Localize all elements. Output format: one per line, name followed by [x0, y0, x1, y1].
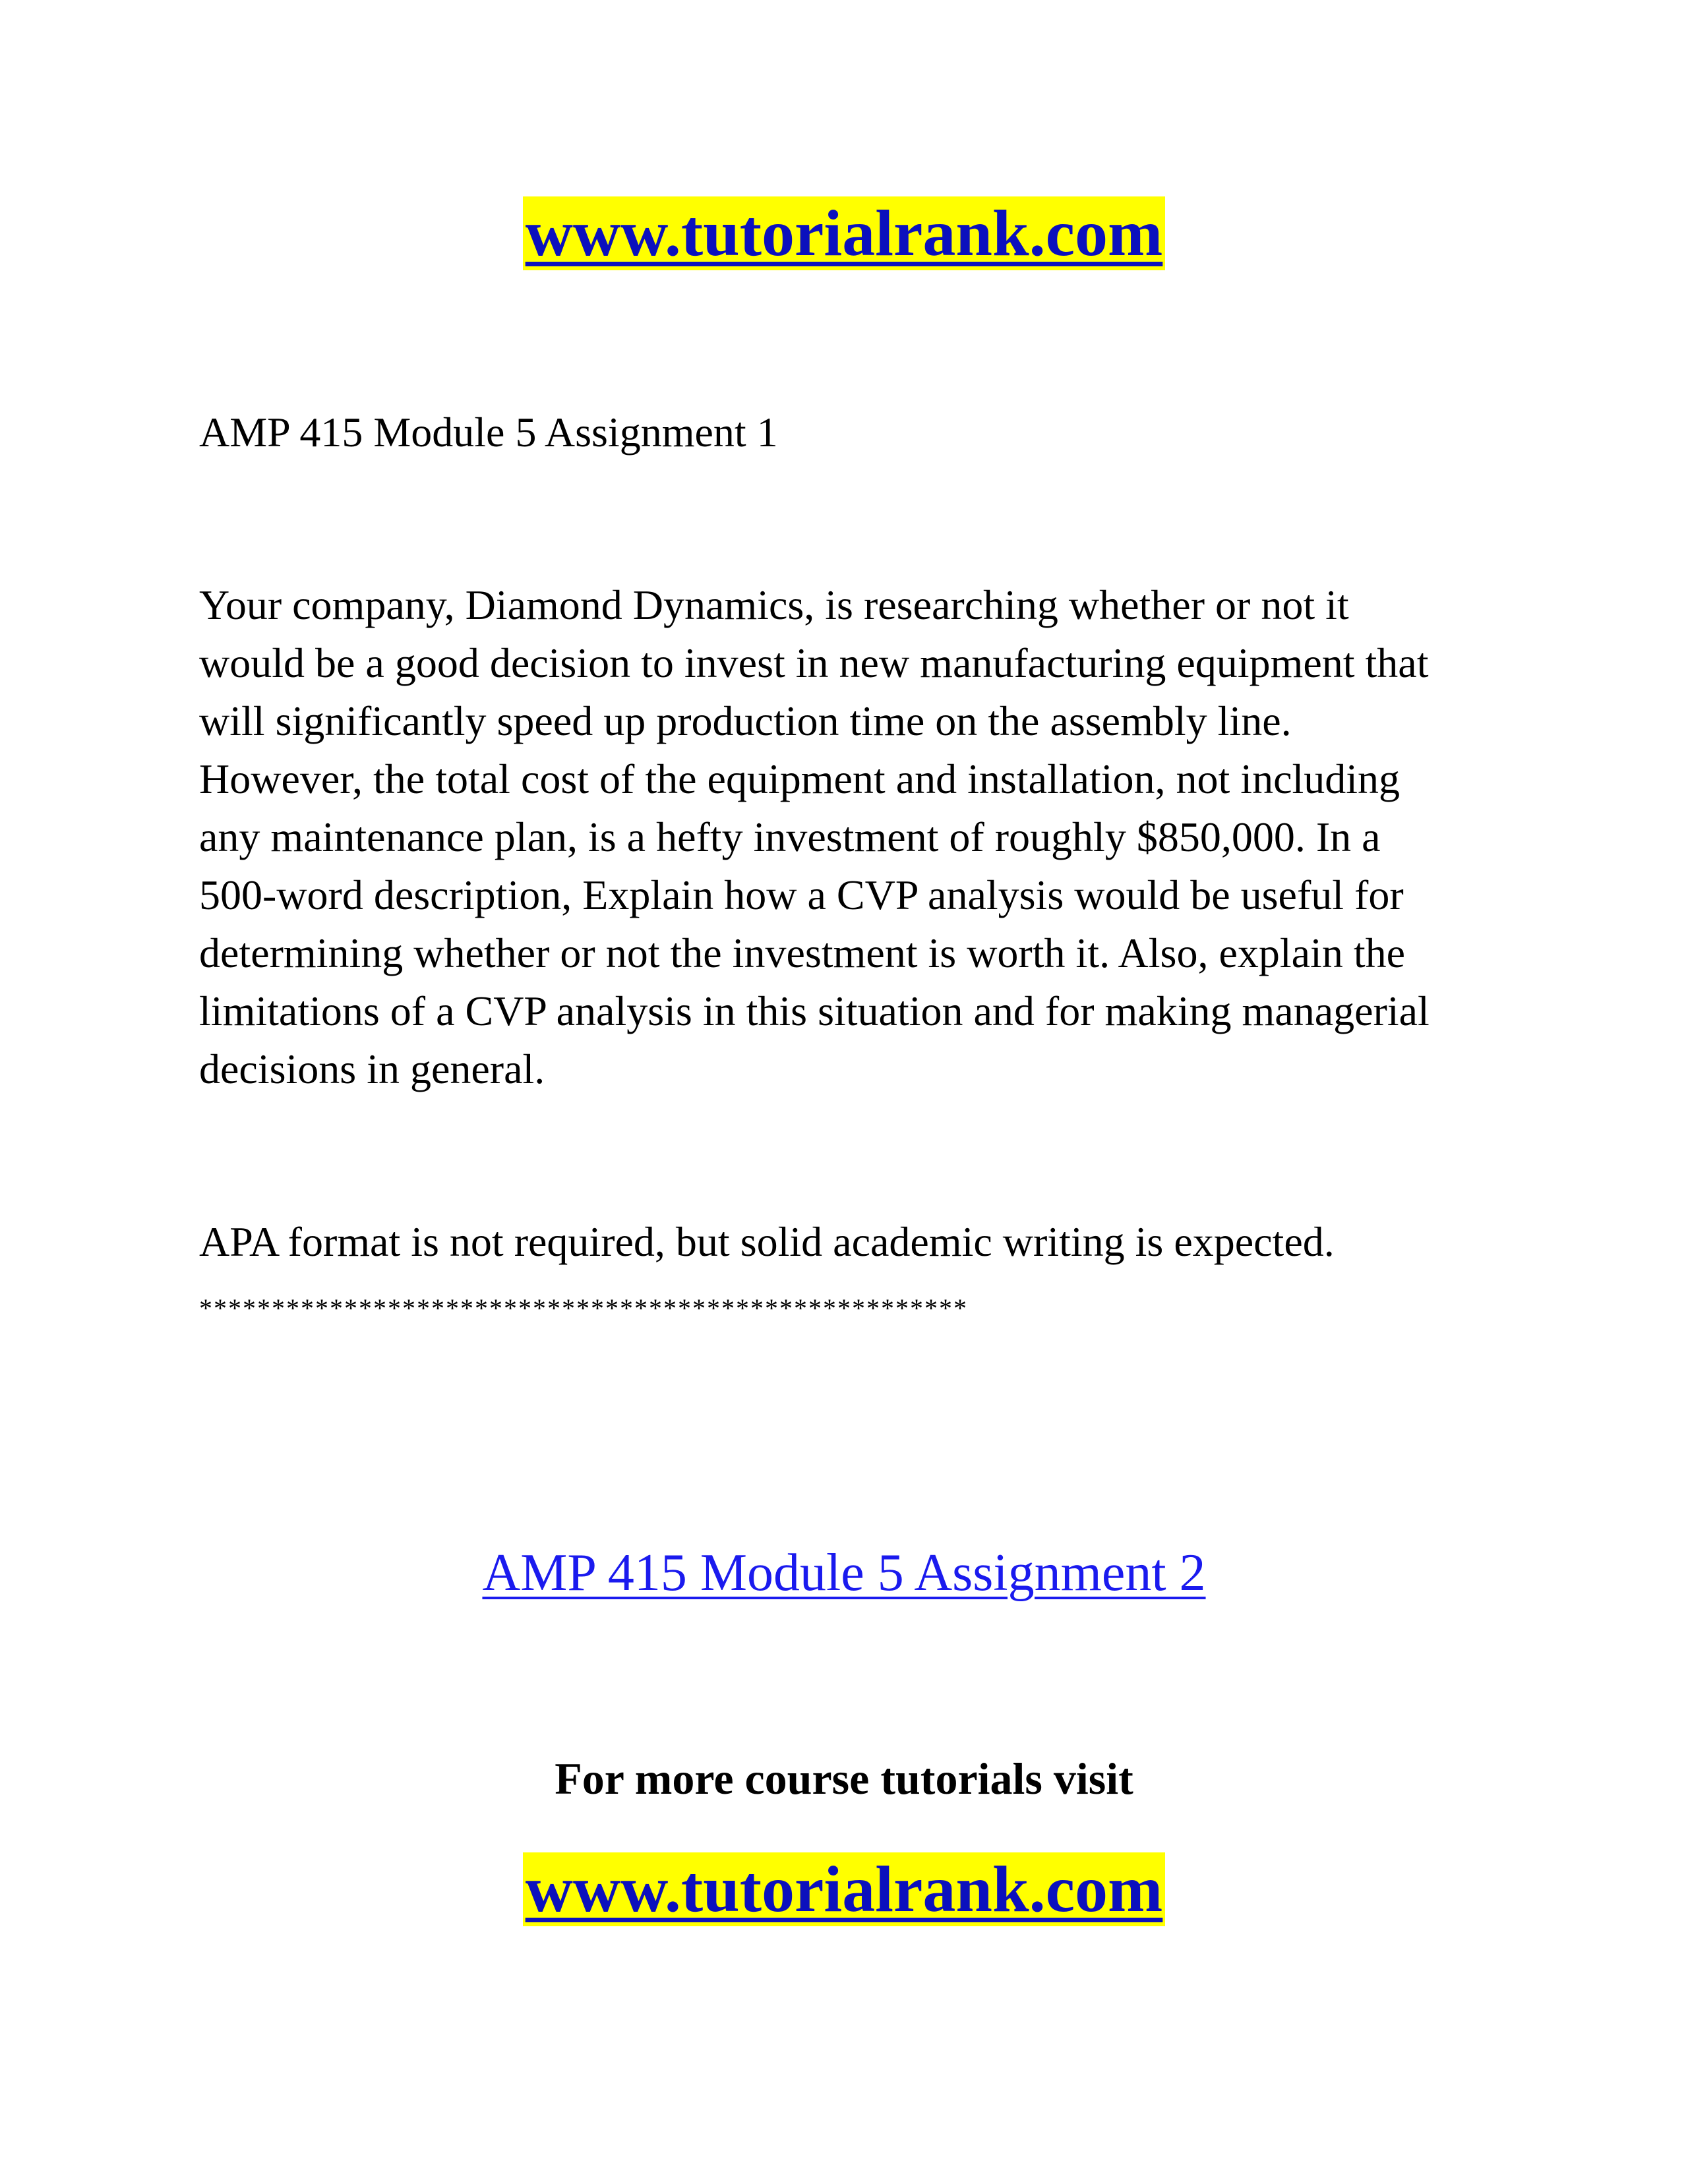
header-site-link[interactable]: www.tutorialrank.com: [523, 196, 1166, 270]
description-line: will significantly speed up production time on the assembly line.: [199, 697, 1292, 744]
description-line: Your company, Diamond Dynamics, is researching whether or not it: [199, 581, 1349, 628]
separator-stars: *****************************************************: [199, 1293, 968, 1323]
more-tutorials-container: [0, 1751, 1688, 1806]
more-tutorials-text: For more course tutorials visit: [555, 1754, 1133, 1804]
footer-link-container: [0, 1852, 1688, 1926]
description-line: determining whether or not the investment is worth it. Also, explain the: [199, 930, 1405, 976]
description-line: limitations of a CVP analysis in this situation and for making managerial: [199, 988, 1430, 1034]
apa-note: APA format is not required, but solid academic writing is expected.: [199, 1218, 1335, 1265]
assignment-title: AMP 415 Module 5 Assignment 1: [199, 409, 778, 456]
description-line: any maintenance plan, is a hefty investment of roughly $850,000. In a: [199, 813, 1381, 860]
next-assignment-link[interactable]: AMP 415 Module 5 Assignment 2: [482, 1544, 1206, 1602]
description-line: However, the total cost of the equipment and installation, not including: [199, 755, 1401, 802]
footer-site-link[interactable]: www.tutorialrank.com: [523, 1852, 1166, 1926]
assignment-description: [199, 576, 1518, 1098]
description-line: decisions in general.: [199, 1046, 545, 1092]
next-assignment-container: [0, 1541, 1688, 1605]
description-line: would be a good decision to invest in new manufacturing equipment that: [199, 639, 1429, 686]
description-line: 500-word description, Explain how a CVP analysis would be useful for: [199, 871, 1404, 918]
header-link-container: [0, 196, 1688, 270]
